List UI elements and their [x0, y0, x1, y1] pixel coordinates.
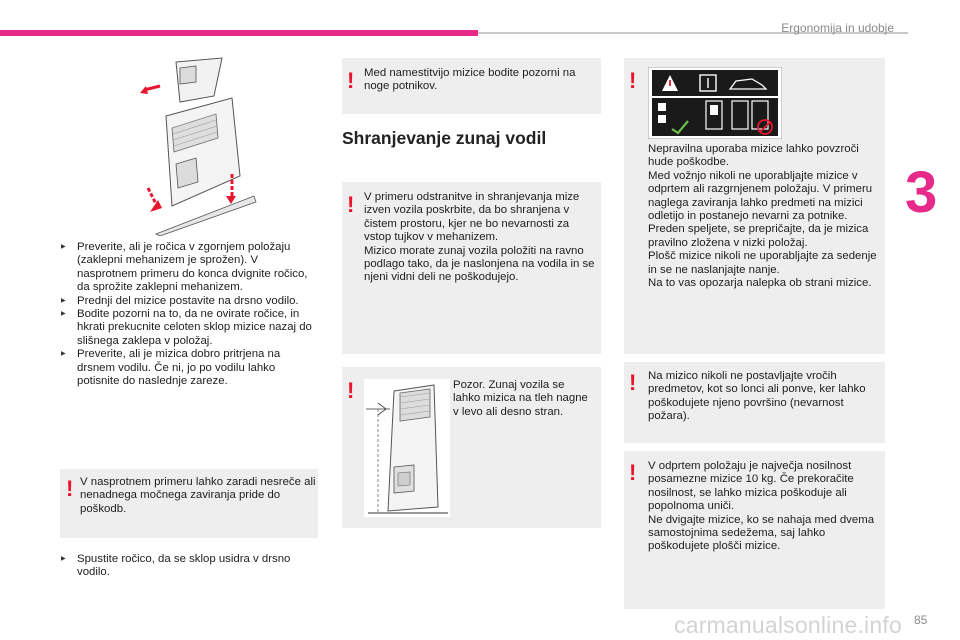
- section-title: Ergonomija in udobje: [781, 21, 894, 35]
- warning-text: V primeru odstranitve in shranjevanja mize izven vozila poskrbite, da bo shranjena v čistem prostoru, kjer ne bo nevarnosti za vstop tujkov v mehanizem. Mizico morate zunaj vozila položiti na ravno podlago tako, da je naslonjena na vodila in se njeni vidni deli ne poškodujejo.: [364, 191, 595, 284]
- warning-text: Med namestitvijo mizice bodite pozorni na noge potnikov.: [364, 67, 576, 93]
- warning-exclamation-icon: !: [347, 192, 355, 217]
- page-number: 85: [914, 613, 928, 627]
- warning-text: V nasprotnem primeru lahko zaradi nesreče ali nenadnega močnega zaviranja pride do poškodb.: [80, 476, 316, 515]
- instruction-list-final: [60, 553, 318, 580]
- table-mounting-illustration: [136, 56, 258, 236]
- warning-exclamation-icon: !: [629, 370, 637, 395]
- section-heading: Shranjevanje zunaj vodil: [342, 128, 547, 148]
- list-item: ▶ Prednji del mizice postavite na drsno vodilo.: [60, 295, 318, 308]
- warning-text: Na mizico nikoli ne postavljajte vročih predmetov, kot so lonci ali ponve, ker lahko poškodujete njeno površino (nevarnost požara).: [648, 370, 866, 423]
- warning-exclamation-icon: !: [629, 68, 637, 93]
- table-tilt-illustration: [364, 379, 450, 517]
- warning-exclamation-icon: !: [66, 476, 74, 501]
- list-item: ▶ Spustite ročico, da se sklop usidra v drsno vodilo.: [60, 553, 318, 580]
- list-item: ▶ Bodite pozorni na to, da ne ovirate ročice, in hkrati prekucnite celoten sklop mizice nazaj do slišnega zaklepa v položaj.: [60, 308, 318, 348]
- warning-exclamation-icon: !: [347, 378, 355, 403]
- warning-label-sticker: [648, 67, 782, 139]
- warning-exclamation-icon: !: [629, 460, 637, 485]
- instruction-list: [60, 241, 318, 388]
- warning-text: Nepravilna uporaba mizice lahko povzroči hude poškodbe. Med vožnjo nikoli ne uporabljajte mizice v odprtem ali razgrnjenem položaju. V primeru naglega zaviranja lahko predmeti na mizici odletijo in postanejo nevarni za potnike. Preden speljete, se prepričajte, da je mizica pravilno zložena v nizki položaj. Plošč mizice nikoli ne uporabljajte za sedenje in se ne naslanjajte nanje. Na to vas opozarja nalepka ob strani mizice.: [648, 143, 877, 290]
- header-accent-bar: [0, 30, 478, 36]
- caution-text: Pozor. Zunaj vozila se lahko mizica na tleh nagne v levo ali desno stran.: [453, 379, 588, 418]
- chapter-number: 3: [905, 160, 938, 225]
- watermark: carmanualsonline.info: [674, 612, 902, 638]
- list-item: ▶ Preverite, ali je mizica dobro pritrjena na drsnem vodilu. Če ni, jo po vodilu lahko potisnite do naslednje zareze.: [60, 348, 318, 388]
- warning-text: V odprtem položaju je največja nosilnost posamezne mizice 10 kg. Če prekoračite nosilnost, se lahko mizica poškoduje ali popolnoma uniči. Ne dvigajte mizice, ko se nahaja med dvema samostojnima sedežema, saj lahko poškodujete plošči mizice.: [648, 460, 875, 553]
- warning-exclamation-icon: !: [347, 68, 355, 93]
- list-item: ▶ Preverite, ali je ročica v zgornjem položaju (zaklepni mehanizem je sprožen). V nasprotnem primeru do konca dvignite ročico, da sprožite zaklepni mehanizem.: [60, 241, 318, 295]
